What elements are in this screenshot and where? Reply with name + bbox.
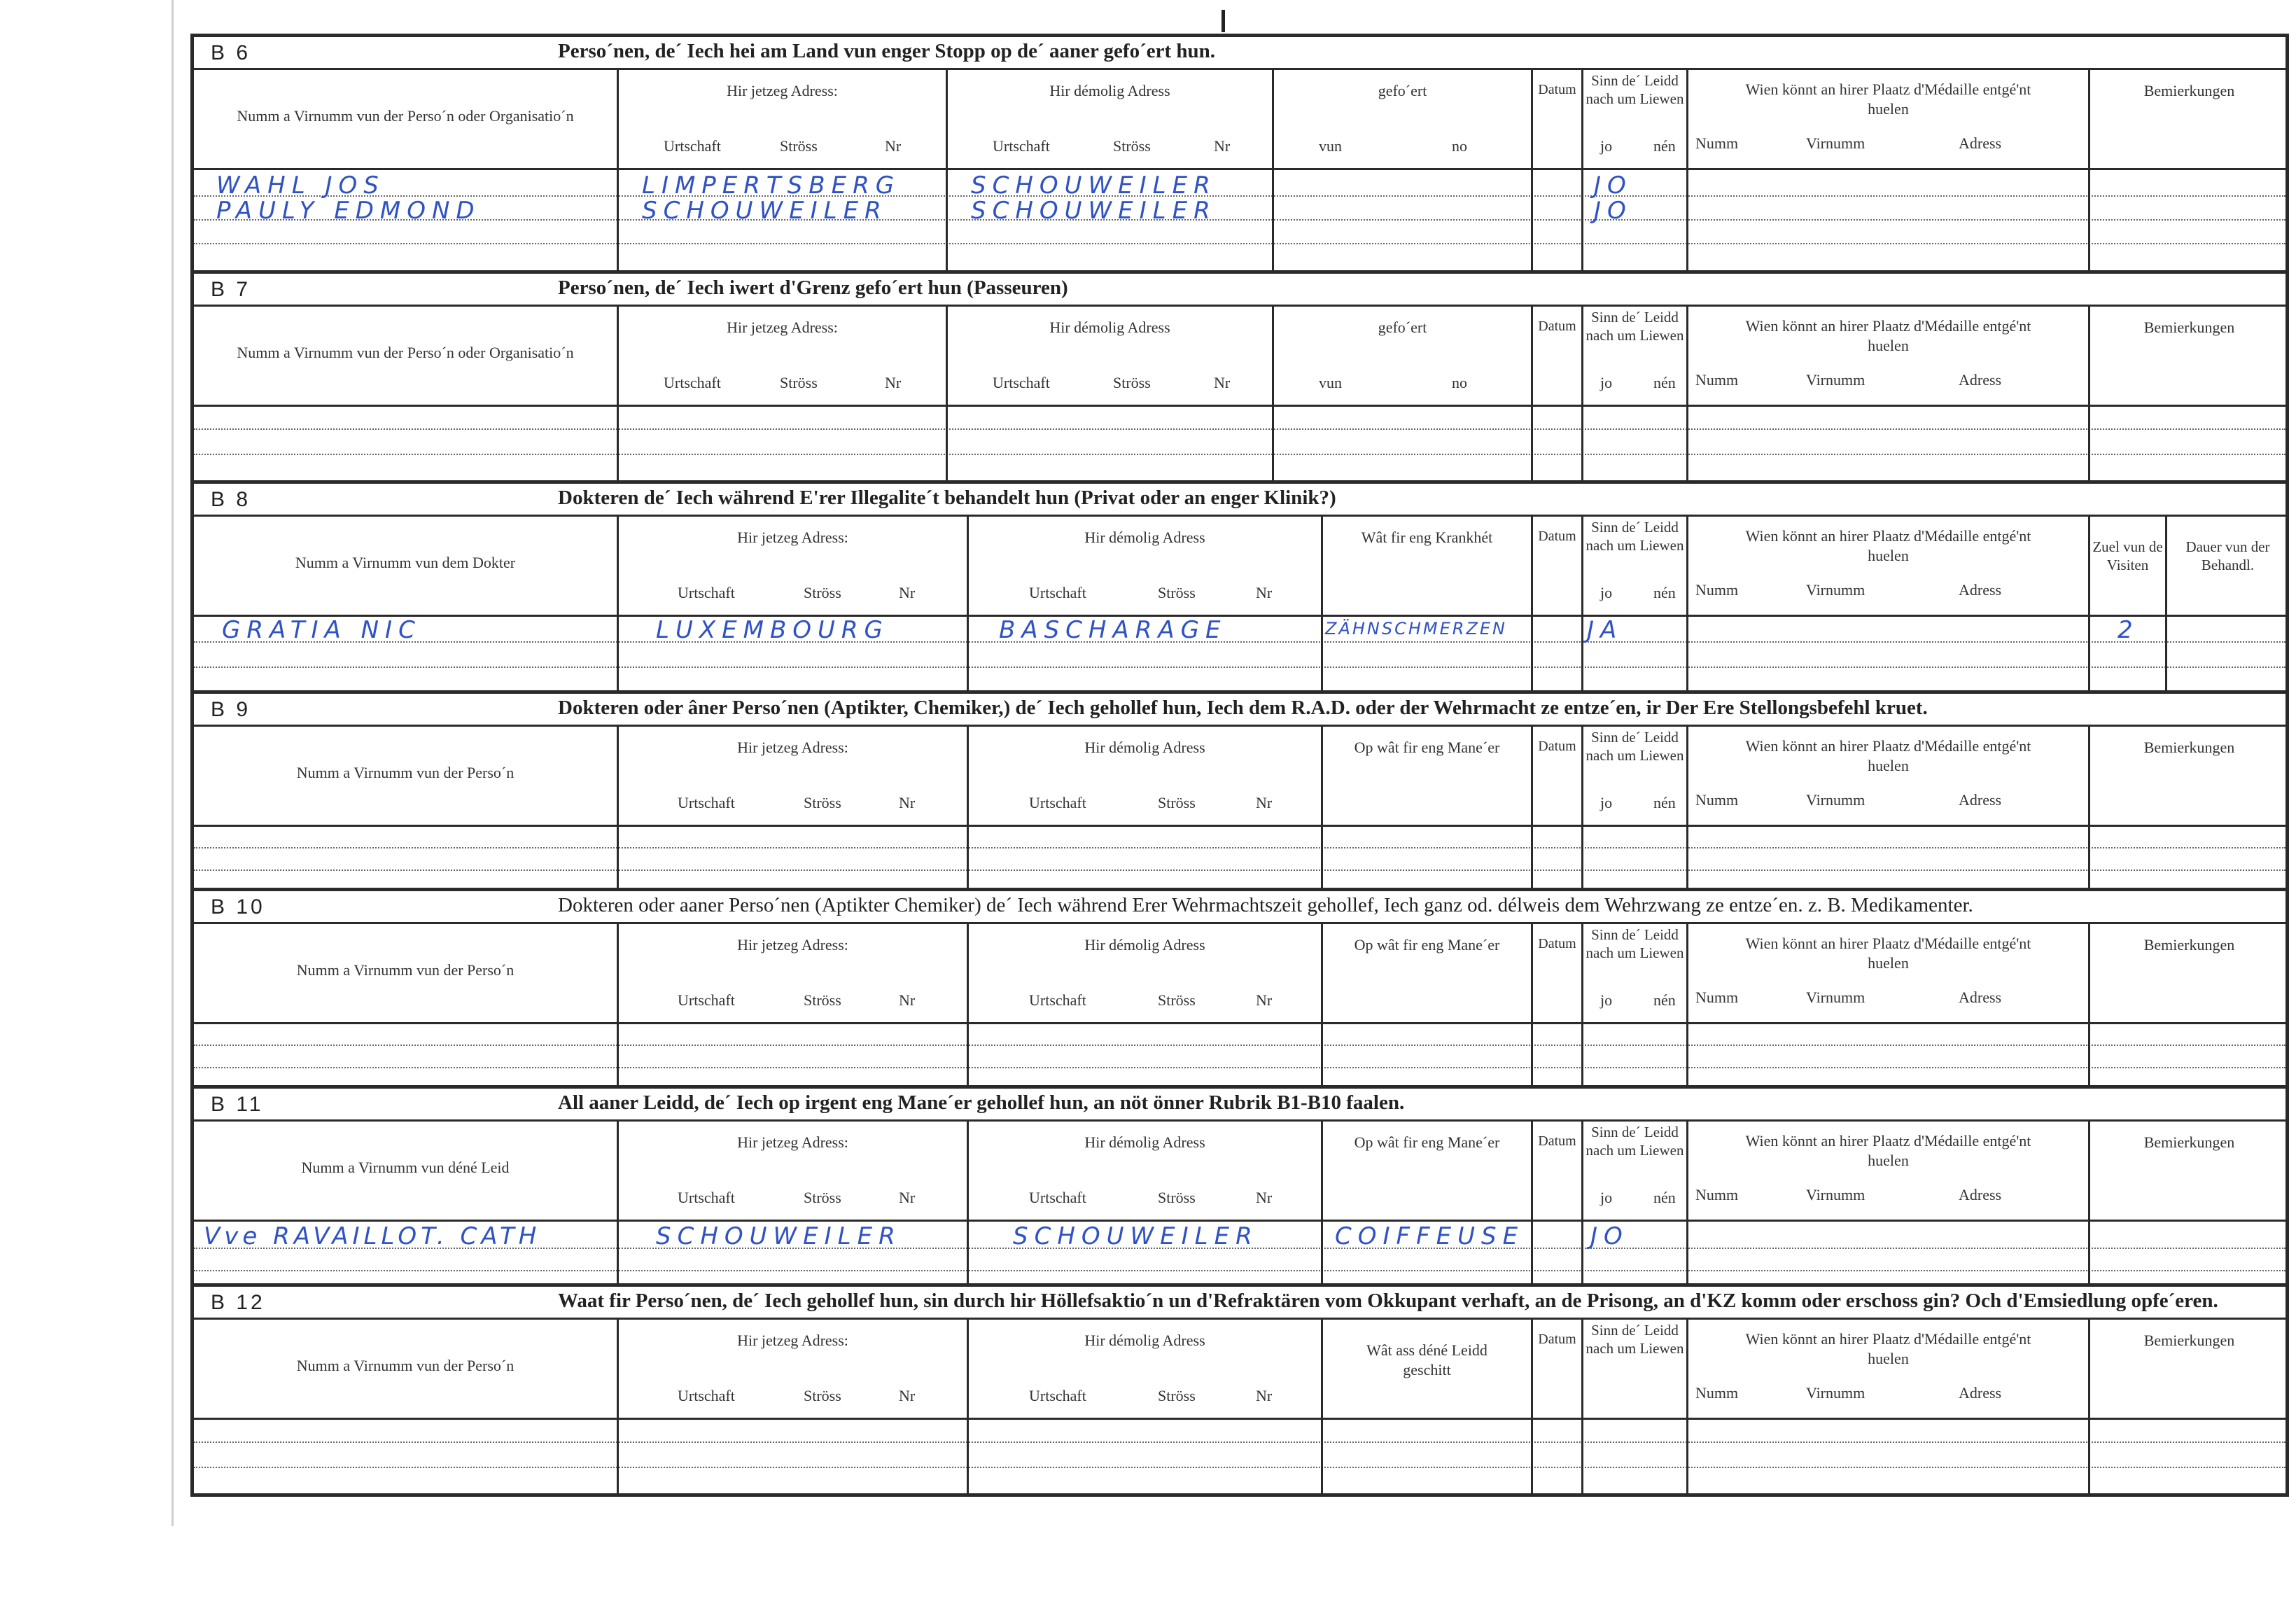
section-title: Waat fir Perso´nen, de´ Iech gehollef hun, sin durch hir Höllefsaktio´n un d'Refraktären vom Okkupant verhaft, an de Prisong, an d'KZ komm oder erschoss gin? Och d'Emsiedlung opfe´eren. [558, 1290, 2218, 1312]
medal-address-label: Adress [1959, 989, 2002, 1006]
col-transported [1272, 307, 1531, 405]
col-manner [1321, 1122, 1531, 1220]
section-header [194, 1318, 2286, 1420]
street-label: Ströss [1158, 1189, 1196, 1206]
yes-label: jo [1600, 137, 1613, 155]
col-date [1531, 307, 1581, 405]
col-name-label: Numm a Virnumm vun dem Dokter [295, 554, 516, 571]
remarks-label: Bemierkungen [2143, 1133, 2235, 1151]
locality-label: Urtschaft [678, 794, 735, 811]
medal-address-label: Adress [1959, 791, 2002, 809]
old-address-label: Hir démolig Adress [1084, 739, 1205, 756]
col-current-address [617, 517, 967, 615]
to-label: no [1452, 374, 1467, 391]
old-address-label: Hir démolig Adress [1084, 529, 1205, 546]
col-medal [1686, 70, 2088, 168]
street-label: Ströss [1113, 374, 1151, 391]
col-visits [2088, 517, 2165, 615]
medal-firstname-label: Virnumm [1806, 1186, 1865, 1203]
handwritten-current-address: LUXEMBOURG [656, 616, 889, 644]
col-name [194, 924, 617, 1022]
col-remarks [2088, 1122, 2288, 1220]
col-alive [1581, 1320, 1686, 1418]
section-header [194, 725, 2286, 827]
col-old-address [967, 1122, 1321, 1220]
old-address-label: Hir démolig Adress [1084, 936, 1205, 954]
transported-label: gefo´ert [1378, 319, 1427, 336]
handwritten-former-address: SCHOUWEILER [1013, 1222, 1259, 1250]
section-rows [194, 403, 2286, 480]
handwritten-alive: JA [1587, 616, 1623, 644]
col-remarks [2088, 1320, 2288, 1418]
col-medal [1686, 1320, 2088, 1418]
medal-name-label: Numm [1695, 134, 1739, 152]
locality-label: Urtschaft [678, 584, 735, 601]
medal-firstname-label: Virnumm [1806, 1384, 1865, 1402]
col-current-address [617, 924, 967, 1022]
section-title: Dokteren de´ Iech während E'rer Illegalite´t behandelt hun (Privat oder an enger Klinik?) [558, 487, 1336, 509]
handwritten-former-address: SCHOUWEILER [971, 172, 1217, 200]
col-name-label: Numm a Virnumm vun déné Leid [301, 1159, 510, 1176]
number-label: Nr [1256, 991, 1273, 1009]
handwritten-name: PAULY EDMOND [216, 197, 481, 225]
medal-label: Wien könnt an hirer Plaatz d'Médaille entgé'nt huelen [1745, 737, 2031, 774]
street-label: Ströss [804, 991, 841, 1009]
col-date [1531, 924, 1581, 1022]
remarks-label: Bemierkungen [2143, 739, 2235, 756]
handwritten-current-address: LIMPERTSBERG [642, 172, 901, 200]
col-current-address [617, 1122, 967, 1220]
col-name [194, 727, 617, 825]
number-label: Nr [1256, 794, 1273, 811]
yes-label: jo [1600, 991, 1613, 1009]
col-date [1531, 70, 1581, 168]
handwritten-doctor-name: GRATIA NIC [222, 616, 421, 644]
medal-name-label: Numm [1695, 791, 1739, 809]
to-label: no [1452, 137, 1467, 155]
col-medal [1686, 727, 2088, 825]
alive-label: Sinn de´ Leidd nach um Liewen [1586, 519, 1684, 554]
date-label: Datum [1538, 936, 1576, 951]
page-edge [172, 0, 174, 1526]
col-current-address [617, 1320, 967, 1418]
section-b11 [194, 1085, 2286, 1283]
number-label: Nr [899, 794, 916, 811]
locality-label: Urtschaft [678, 991, 735, 1009]
medal-address-label: Adress [1959, 1384, 2002, 1402]
handwritten-visits: 2 [2118, 616, 2139, 644]
alive-label: Sinn de´ Leidd nach um Liewen [1586, 1322, 1684, 1357]
section-rows [194, 1416, 2286, 1493]
medal-firstname-label: Virnumm [1806, 989, 1865, 1006]
locality-label: Urtschaft [664, 137, 721, 155]
medal-address-label: Adress [1959, 581, 2002, 599]
col-name-label: Numm a Virnumm vun der Perso´n [296, 764, 514, 781]
street-label: Ströss [804, 584, 841, 601]
number-label: Nr [1256, 1387, 1273, 1404]
handwritten-name: Vve RAVAILLOT. CATH [204, 1222, 541, 1250]
yes-label: jo [1600, 584, 1613, 601]
handwritten-alive: JO [1594, 197, 1632, 225]
section-header [194, 1119, 2286, 1222]
alive-label: Sinn de´ Leidd nach um Liewen [1586, 309, 1684, 344]
col-alive [1581, 727, 1686, 825]
old-address-label: Hir démolig Adress [1084, 1133, 1205, 1151]
col-medal [1686, 307, 2088, 405]
section-rows [194, 823, 2286, 888]
section-code: B 10 [211, 895, 265, 919]
col-date [1531, 1122, 1581, 1220]
handwritten-alive: JO [1590, 1222, 1629, 1250]
street-label: Ströss [1158, 794, 1196, 811]
col-date [1531, 517, 1581, 615]
col-name-label: Numm a Virnumm vun der Perso´n [296, 1357, 514, 1374]
number-label: Nr [899, 991, 916, 1009]
current-address-label: Hir jetzeg Adress: [727, 82, 838, 99]
section-header [194, 305, 2286, 407]
medal-label: Wien könnt an hirer Plaatz d'Médaille entgé'nt huelen [1745, 317, 2031, 354]
current-address-label: Hir jetzeg Adress: [737, 936, 848, 954]
street-label: Ströss [804, 1189, 841, 1206]
section-title: Perso´nen, de´ Iech hei am Land vun enger Stopp op de´ aaner gefo´ert hun. [558, 40, 1216, 62]
medal-firstname-label: Virnumm [1806, 371, 1865, 389]
col-name [194, 307, 617, 405]
section-header [194, 515, 2286, 617]
remarks-label: Bemierkungen [2143, 1332, 2235, 1349]
alive-label: Sinn de´ Leidd nach um Liewen [1586, 729, 1684, 764]
section-title: Perso´nen, de´ Iech iwert d'Grenz gefo´ert hun (Passeuren) [558, 277, 1068, 299]
number-label: Nr [885, 374, 902, 391]
handwritten-manner: COIFFEUSE [1335, 1222, 1525, 1250]
locality-label: Urtschaft [1029, 1387, 1086, 1404]
section-code: B 9 [211, 698, 251, 721]
current-address-label: Hir jetzeg Adress: [727, 319, 838, 336]
yes-label: jo [1600, 794, 1613, 811]
medal-address-label: Adress [1959, 1186, 2002, 1203]
col-old-address [946, 70, 1272, 168]
col-duration [2165, 517, 2288, 615]
street-label: Ströss [1158, 584, 1196, 601]
locality-label: Urtschaft [1029, 584, 1086, 601]
handwritten-alive: JO [1594, 172, 1632, 200]
col-illness [1321, 517, 1531, 615]
col-old-address [967, 517, 1321, 615]
col-name-label: Numm a Virnumm vun der Perso´n oder Organisatio´n [237, 344, 574, 361]
col-name [194, 1122, 617, 1220]
locality-label: Urtschaft [678, 1387, 735, 1404]
section-title: Dokteren oder âner Perso´nen (Aptikter, Chemiker,) de´ Iech gehollef hun, Iech dem R.A.D. oder der Wehrmacht ze entze´en, ir Der Ere Stellongsbefehl kruet. [558, 697, 1928, 719]
col-current-address [617, 307, 946, 405]
col-alive [1581, 1122, 1686, 1220]
current-address-label: Hir jetzeg Adress: [737, 1332, 848, 1349]
no-label: nén [1653, 991, 1676, 1009]
locality-label: Urtschaft [678, 1189, 735, 1206]
transported-label: gefo´ert [1378, 82, 1427, 99]
locality-label: Urtschaft [664, 374, 721, 391]
old-address-label: Hir démolig Adress [1049, 319, 1170, 336]
current-address-label: Hir jetzeg Adress: [737, 739, 848, 756]
col-old-address [967, 727, 1321, 825]
section-b8 [194, 480, 2286, 690]
locality-label: Urtschaft [1029, 991, 1086, 1009]
from-label: vun [1319, 137, 1342, 155]
col-medal [1686, 517, 2088, 615]
number-label: Nr [899, 1387, 916, 1404]
manner-label: Op wât fir eng Mane´er [1354, 739, 1500, 756]
duration-label: Dauer vun der Behandl. [2185, 538, 2270, 574]
section-code: B 7 [211, 278, 251, 301]
col-name [194, 517, 617, 615]
alive-label: Sinn de´ Leidd nach um Liewen [1586, 926, 1684, 962]
current-address-label: Hir jetzeg Adress: [737, 1133, 848, 1151]
street-label: Ströss [1158, 991, 1196, 1009]
medal-label: Wien könnt an hirer Plaatz d'Médaille entgé'nt huelen [1745, 1132, 2031, 1169]
col-medal [1686, 924, 2088, 1022]
section-code: B 6 [211, 41, 251, 64]
no-label: nén [1653, 137, 1676, 155]
col-old-address [967, 924, 1321, 1022]
yes-label: jo [1600, 1189, 1613, 1206]
current-address-label: Hir jetzeg Adress: [737, 529, 848, 546]
col-remarks [2088, 70, 2288, 168]
handwritten-illness: ZÄHNSCHMERZEN [1325, 619, 1508, 638]
medal-firstname-label: Virnumm [1806, 134, 1865, 152]
number-label: Nr [1256, 584, 1273, 601]
manner-label: Op wât fir eng Mane´er [1354, 1133, 1500, 1151]
col-manner [1321, 924, 1531, 1022]
medal-name-label: Numm [1695, 371, 1739, 389]
section-code: B 12 [211, 1291, 265, 1314]
handwritten-former-address: SCHOUWEILER [971, 197, 1217, 225]
col-current-address [617, 70, 946, 168]
alive-label: Sinn de´ Leidd nach um Liewen [1586, 1124, 1684, 1159]
medal-name-label: Numm [1695, 1186, 1739, 1203]
col-name-label: Numm a Virnumm vun der Perso´n [296, 961, 514, 979]
col-alive [1581, 517, 1686, 615]
date-label: Datum [1538, 1332, 1576, 1347]
number-label: Nr [885, 137, 902, 155]
col-alive [1581, 307, 1686, 405]
col-alive [1581, 70, 1686, 168]
col-current-address [617, 727, 967, 825]
street-label: Ströss [1158, 1387, 1196, 1404]
date-label: Datum [1538, 739, 1576, 754]
locality-label: Urtschaft [993, 374, 1050, 391]
col-name-label: Numm a Virnumm vun der Perso´n oder Organisatio´n [237, 107, 574, 125]
section-rows [194, 1218, 2286, 1283]
street-label: Ströss [1113, 137, 1151, 155]
section-rows [194, 1021, 2286, 1085]
medal-label: Wien könnt an hirer Plaatz d'Médaille entgé'nt huelen [1745, 1330, 2031, 1367]
col-old-address [967, 1320, 1321, 1418]
alive-label: Sinn de´ Leidd nach um Liewen [1586, 72, 1684, 108]
col-alive [1581, 924, 1686, 1022]
number-label: Nr [899, 1189, 916, 1206]
section-header [194, 922, 2286, 1024]
illness-label: Wât fir eng Krankhét [1361, 529, 1493, 546]
col-manner [1321, 727, 1531, 825]
number-label: Nr [1214, 374, 1231, 391]
no-label: nén [1653, 1189, 1676, 1206]
col-date [1531, 727, 1581, 825]
street-label: Ströss [780, 374, 818, 391]
medal-label: Wien könnt an hirer Plaatz d'Médaille entgé'nt huelen [1745, 935, 2031, 972]
col-name [194, 70, 617, 168]
section-b9 [194, 690, 2286, 888]
section-code: B 11 [211, 1093, 264, 1116]
medal-address-label: Adress [1959, 134, 2002, 152]
section-code: B 8 [211, 488, 251, 511]
remarks-label: Bemierkungen [2143, 82, 2235, 99]
remarks-label: Bemierkungen [2143, 936, 2235, 954]
number-label: Nr [899, 584, 916, 601]
medal-label: Wien könnt an hirer Plaatz d'Médaille entgé'nt huelen [1745, 81, 2031, 118]
visits-label: Zuel vun de Visiten [2092, 538, 2163, 574]
medal-name-label: Numm [1695, 1384, 1739, 1402]
section-b7 [194, 270, 2286, 480]
street-label: Ströss [780, 137, 818, 155]
from-label: vun [1319, 374, 1342, 391]
locality-label: Urtschaft [993, 137, 1050, 155]
medal-address-label: Adress [1959, 371, 2002, 389]
what-happened-label: Wât ass déné Leidd geschitt [1366, 1341, 1488, 1378]
manner-label: Op wât fir eng Mane´er [1354, 936, 1500, 954]
no-label: nén [1653, 584, 1676, 601]
street-label: Ströss [804, 1387, 841, 1404]
section-title: All aaner Leidd, de´ Iech op irgent eng Mane´er gehollef hun, an nöt önner Rubrik B1-B10 faalen. [558, 1091, 1405, 1114]
yes-label: jo [1600, 374, 1613, 391]
col-name [194, 1320, 617, 1418]
top-tick-mark [1222, 10, 1225, 32]
remarks-label: Bemierkungen [2143, 319, 2235, 336]
date-label: Datum [1538, 82, 1576, 97]
col-remarks [2088, 727, 2288, 825]
street-label: Ströss [804, 794, 841, 811]
old-address-label: Hir démolig Adress [1084, 1332, 1205, 1349]
number-label: Nr [1214, 137, 1231, 155]
section-title: Dokteren oder aaner Perso´nen (Aptikter Chemiker) de´ Iech während Erer Wehrmachtszeit gehollef, Iech ganz od. délweis dem Wehrzwang ze entze´en. z. B. Medikamenter. [558, 894, 1973, 916]
col-old-address [946, 307, 1272, 405]
medal-firstname-label: Virnumm [1806, 791, 1865, 809]
date-label: Datum [1538, 529, 1576, 544]
col-what-happened [1321, 1320, 1531, 1418]
section-b6 [194, 37, 2286, 270]
handwritten-current-address: SCHOUWEILER [642, 197, 888, 225]
date-label: Datum [1538, 1133, 1576, 1149]
handwritten-name: WAHL JOS [216, 172, 385, 200]
locality-label: Urtschaft [1029, 794, 1086, 811]
section-rows [194, 613, 2286, 690]
no-label: nén [1653, 374, 1676, 391]
col-remarks [2088, 307, 2288, 405]
date-label: Datum [1538, 319, 1576, 334]
section-b12 [194, 1283, 2286, 1493]
handwritten-former-address: BASCHARAGE [999, 616, 1227, 644]
locality-label: Urtschaft [1029, 1189, 1086, 1206]
col-date [1531, 1320, 1581, 1418]
old-address-label: Hir démolig Adress [1049, 82, 1170, 99]
section-rows [194, 170, 2286, 270]
no-label: nén [1653, 794, 1676, 811]
section-b10 [194, 888, 2286, 1085]
col-remarks [2088, 924, 2288, 1022]
medal-firstname-label: Virnumm [1806, 581, 1865, 599]
medal-label: Wien könnt an hirer Plaatz d'Médaille entgé'nt huelen [1745, 527, 2031, 564]
handwritten-current-address: SCHOUWEILER [656, 1222, 902, 1250]
col-transported [1272, 70, 1531, 168]
col-medal [1686, 1122, 2088, 1220]
number-label: Nr [1256, 1189, 1273, 1206]
questionnaire-form [190, 34, 2289, 1497]
medal-name-label: Numm [1695, 581, 1739, 599]
medal-name-label: Numm [1695, 989, 1739, 1006]
section-header [194, 68, 2286, 170]
